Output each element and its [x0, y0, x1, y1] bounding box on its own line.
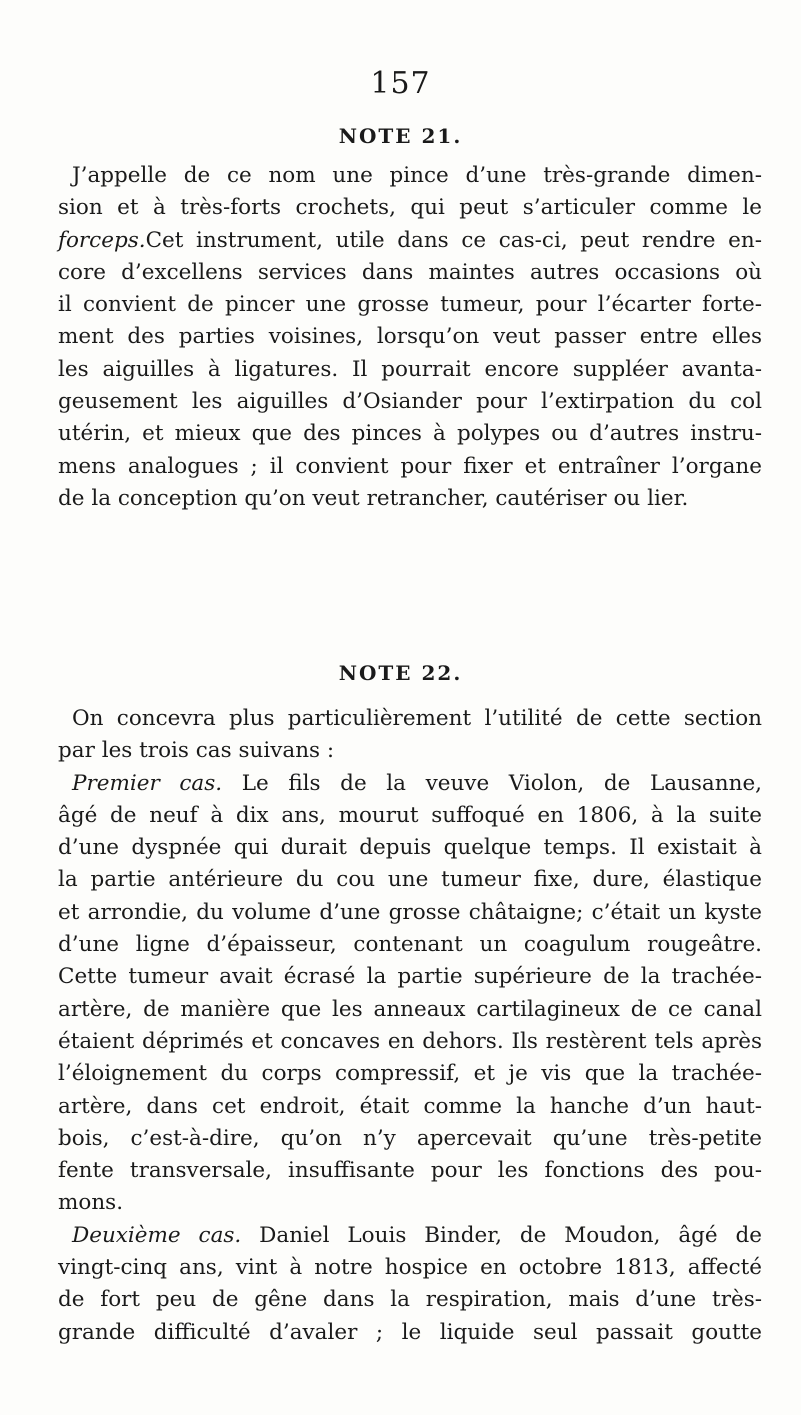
text-line: ment des parties voisines, lorsqu’on veut passer entre elles: [58, 324, 762, 350]
text-line: mens analogues ; il convient pour fixer et entraîner l’organe: [58, 453, 762, 479]
text-line: core d’excellens services dans maintes autres occasions où: [58, 259, 762, 285]
text-line: de fort peu de gêne dans la respiration, mais d’une très-: [58, 1287, 762, 1313]
case-2-label: Deuxième cas.: [72, 1222, 242, 1248]
text-line: [58, 1220, 762, 1252]
text-line: l’éloignement du corps compressif, et je vis que la trachée-: [58, 1061, 762, 1087]
text-line: bois, c’est-à-dire, qu’on n’y apercevait qu’une très-petite: [58, 1125, 762, 1151]
text-line: étaient déprimés et concaves en dehors. Ils restèrent tels après: [58, 1028, 762, 1054]
text-line: d’une ligne d’épaisseur, contenant un coagulum rougeâtre.: [58, 932, 762, 958]
text-line: geusement les aiguilles d’Osiander pour l’extirpation du col: [58, 389, 762, 415]
text-line: [58, 225, 762, 257]
text-line: de la conception qu’on veut retrancher, cautériser ou lier.: [58, 485, 689, 511]
text-line: vingt-cinq ans, vint à notre hospice en octobre 1813, affecté: [58, 1255, 762, 1281]
text-fragment: Daniel Louis Binder, de Moudon, âgé de: [259, 1222, 762, 1248]
forceps-following-word: Cet: [145, 227, 184, 253]
forceps-word: forceps.: [58, 227, 146, 253]
text-line: par les trois cas suivans :: [58, 738, 335, 764]
text-line: J’appelle de ce nom une pince d’une très-grande dimen-: [72, 163, 762, 188]
text-line: fente transversale, insuffisante pour les fonctions des pou-: [58, 1158, 762, 1184]
text-line: il convient de pincer une grosse tumeur, pour l’écarter forte-: [58, 292, 762, 318]
text-line: âgé de neuf à dix ans, mourut suffoqué en 1806, à la suite: [58, 802, 762, 828]
text-line: d’une dyspnée qui durait depuis quelque temps. Il existait à: [58, 835, 762, 861]
text-line: les aiguilles à ligatures. Il pourrait encore suppléer avanta-: [58, 356, 762, 382]
text-line: sion et à très-forts crochets, qui peut s’articuler comme le: [58, 195, 762, 221]
text-fragment: instrument, utile dans ce cas-ci, peut rendre en-: [196, 227, 762, 253]
case-1-label: Premier cas.: [72, 770, 223, 796]
page-number: 157: [370, 66, 431, 101]
text-line: artère, dans cet endroit, était comme la hanche d’un haut-: [58, 1093, 762, 1119]
text-fragment: Le fils de la veuve Violon, de Lausanne,: [241, 770, 762, 796]
text-line: mons.: [58, 1190, 124, 1216]
text-line: [58, 768, 762, 800]
note-21-heading: NOTE 21.: [338, 124, 463, 148]
text-line: et arrondie, du volume d’une grosse châtaigne; c’était un kyste: [58, 899, 762, 925]
text-line: On concevra plus particulièrement l’utilité de cette section: [72, 706, 762, 731]
note-21-text: [58, 160, 762, 515]
note-22-text: [58, 703, 762, 1349]
text-line: utérin, et mieux que des pinces à polypes ou d’autres instru-: [58, 421, 762, 447]
note-22-heading: NOTE 22.: [338, 661, 463, 685]
text-line: la partie antérieure du cou une tumeur fixe, dure, élastique: [58, 867, 762, 893]
text-line: Cette tumeur avait écrasé la partie supérieure de la trachée-: [58, 964, 762, 990]
text-line: grande difficulté d’avaler ; le liquide seul passait goutte: [58, 1319, 762, 1345]
text-line: artère, de manière que les anneaux cartilagineux de ce canal: [58, 996, 762, 1022]
